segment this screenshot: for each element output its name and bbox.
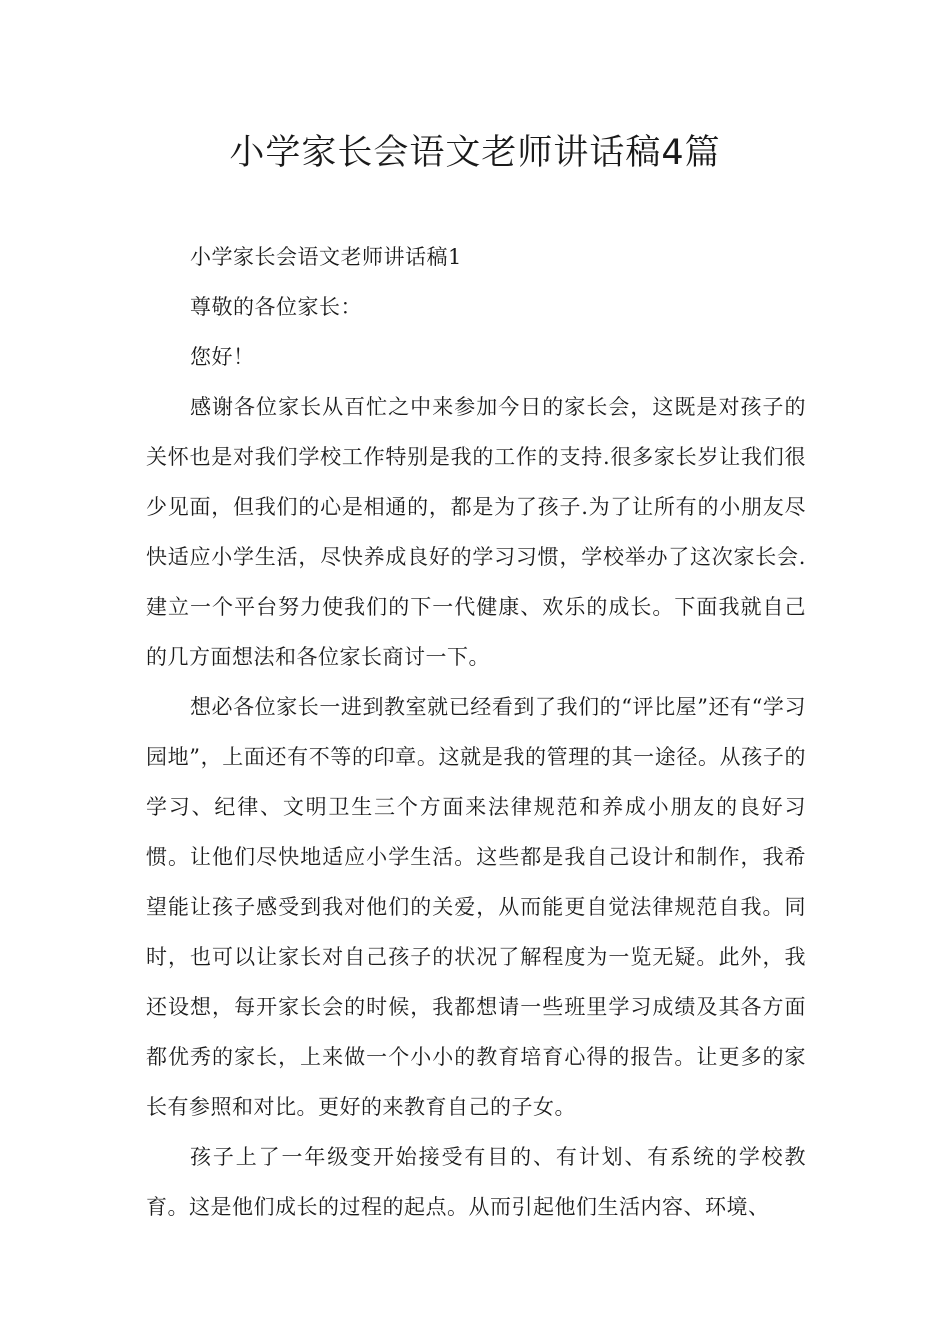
- document-body: [146, 232, 806, 1232]
- body-paragraph: 想必各位家长一进到教室就已经看到了我们的“评比屋”还有“学习园地”，上面还有不等的印章。这就是我的管理的其一途径。从孩子的学习、纪律、文明卫生三个方面来法律规范和养成小朋友的良好习惯。让他们尽快地适应小学生活。这些都是我自己设计和制作，我希望能让孩子感受到我对他们的关爱，从而能更自觉法律规范自我。同时，也可以让家长对自己孩子的状况了解程度为一览无疑。此外，我还设想，每开家长会的时候，我都想请一些班里学习成绩及其各方面都优秀的家长，上来做一个小小的教育培育心得的报告。让更多的家长有参照和对比。更好的来教育自己的子女。: [146, 695, 806, 1119]
- body-paragraph: 孩子上了一年级变开始接受有目的、有计划、有系统的学校教育。这是他们成长的过程的起点。从而引起他们生活内容、环境、: [146, 1145, 806, 1219]
- section-heading: 小学家长会语文老师讲话稿1: [190, 245, 462, 269]
- greeting: 您好！: [190, 345, 255, 369]
- document-title: 小学家长会语文老师讲话稿4篇: [229, 133, 721, 173]
- body-paragraph: 感谢各位家长从百忙之中来参加今日的家长会，这既是对孩子的关怀也是对我们学校工作特别是我的工作的支持.很多家长岁让我们很少见面，但我们的心是相通的，都是为了孩子.为了让所有的小朋友尽快适应小学生活，尽快养成良好的学习习惯，学校举办了这次家长会.建立一个平台努力使我们的下一代健康、欢乐的成长。下面我就自己的几方面想法和各位家长商讨一下。: [146, 395, 806, 669]
- salutation: 尊敬的各位家长：: [190, 295, 362, 319]
